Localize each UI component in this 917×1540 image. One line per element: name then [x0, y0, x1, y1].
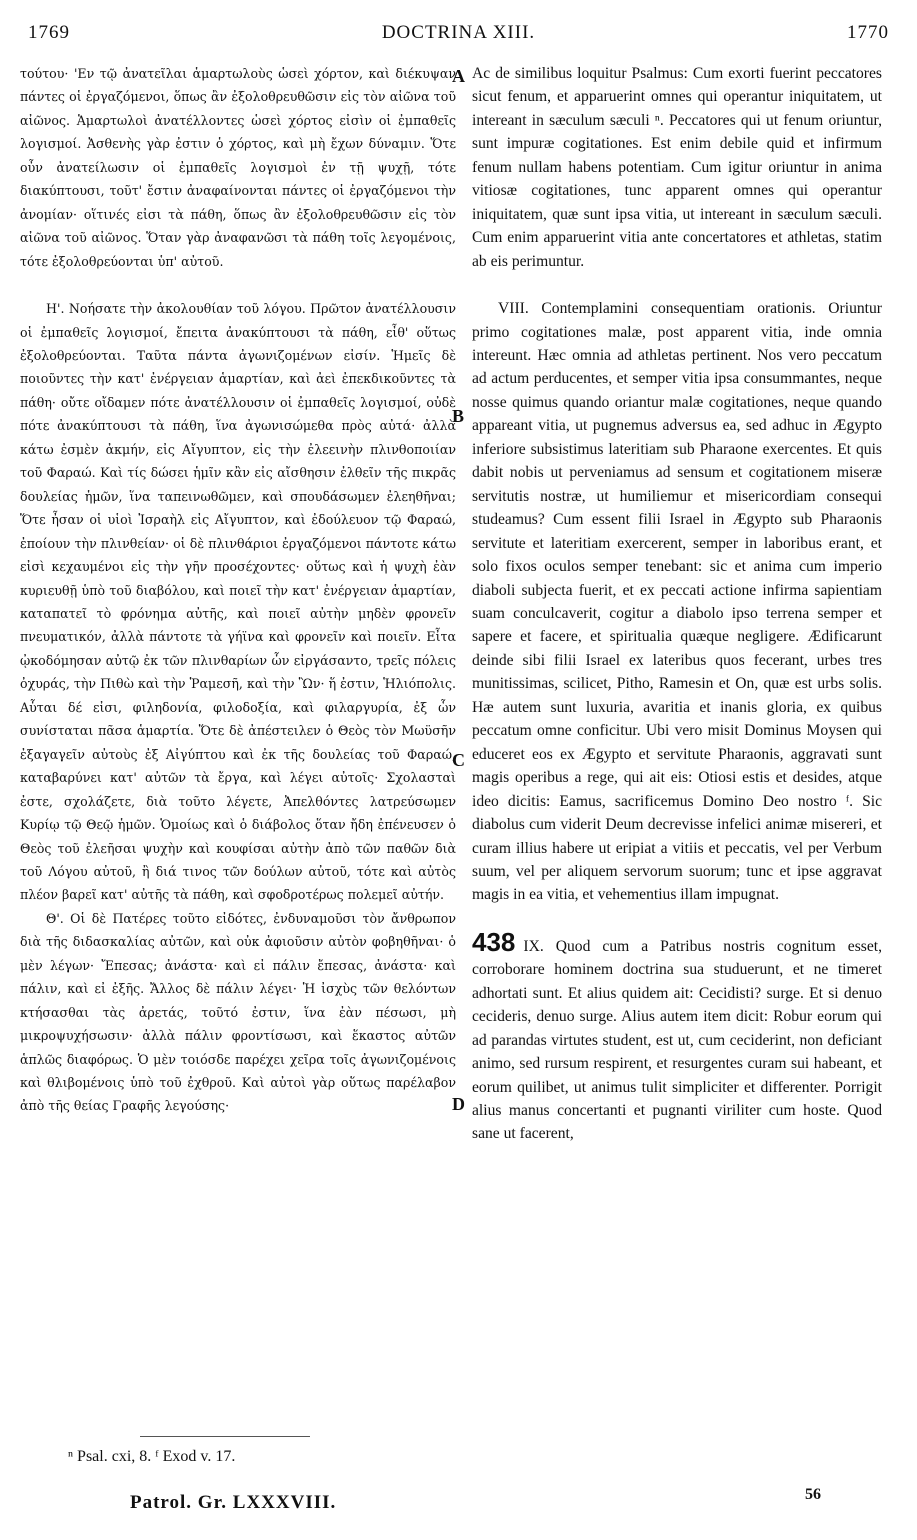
- running-title: DOCTRINA XIII.: [381, 22, 536, 43]
- greek-paragraph-3: Θ'. Οἱ δὲ Πατέρες τοῦτο εἰδότες, ἐνδυναμοῦσι τὸν ἄνθρωπον διὰ τῆς διδασκαλίας αὐτῶν, καὶ οὐκ ἀφιοῦσιν αὐτὸν φοβηθῆναι· ὁ μὲν λέγων· Ἔπεσας; ἀνάστα· καὶ εἰ πάλιν ἔπεσας, ἀνάστα· καὶ πάλιν, καὶ εἰ ἐξῆς. Ἄλλος δὲ πάλιν λέγει· Ἡ ἰσχὺς τῶν θελόντων κτήσασθαι τὰς ἀρετάς, τοῦτό ἐστιν, ἵνα ἐὰν πέσωσι, μὴ μικροψυχήσωσιν· ἀλλὰ πάλιν φροντίσωσι, καὶ ἕκαστος αὐτῶν ἁπλῶς διαφόρως. Ὁ μὲν τοιόσδε παρέχει χεῖρα τοῖς ἀγωνιζομένοις καὶ θλιβομένοις ὑπὸ τοῦ ἐχθροῦ. Καὶ αὐτοὶ γὰρ οὕτως παρέλαβον ἀπὸ τῆς θείας Γραφῆς λεγούσης·: [20, 910, 456, 1114]
- latin-paragraph-1: Ac de similibus loquitur Psalmus: Cum exorti fuerint peccatores sicut fenum, et apparuerint omnes qui operantur iniquitatem, ut intereant in sæculum sæculi ⁿ. Peccatores qui ut fenum oriuntur, sunt impuræ cogitationes. Est enim debile quid et infirmum fenum nullam habens potentiam. Cum igitur oriuntur in anima vitiosæ cogitationes, tunc apparent omnes qui operantur iniquitatem, quæ sunt ipsa vitia, ut intereant in sæculum sæculi. Cum enim apparuerint vitia ante concertatores et athletas, statim ab eis perimuntur.: [472, 65, 882, 270]
- latin-column: [472, 62, 882, 1146]
- volume-signature: Patrol. Gr. LXXXVIII.: [130, 1492, 337, 1513]
- margin-marker-c: C: [452, 750, 465, 770]
- gathering-number: 56: [805, 1486, 821, 1503]
- footnotes: ⁿ Psal. cxi, 8. ᶠ Exod v. 17.: [68, 1448, 236, 1465]
- greek-column: [20, 62, 456, 1118]
- running-header: [28, 22, 889, 52]
- column-number-right: 1770: [847, 22, 889, 43]
- margin-marker-b: B: [452, 406, 465, 426]
- latin-paragraph-3-wrap: [472, 926, 882, 1146]
- greek-paragraph-2: Η'. Νοήσατε τὴν ἀκολουθίαν τοῦ λόγου. Πρῶτον ἀνατέλλουσιν οἱ ἐμπαθεῖς λογισμοί, ἔπειτα ἀνακύπτουσι τὰ πάθη, εἶθ' οὕτως ἐξολοθρεύονται. Ταῦτα πάντα ἀγωνιζομένων εἰσίν. Ἡμεῖς δὲ ποιοῦντες τὴν κατ' ἐνέργειαν ἁμαρτίαν, καὶ ἀεὶ ἐπεκδικοῦντες τὰ πάθη· οὔτε οἴδαμεν πότε ἀνατέλλουσιν οἱ ἐμπαθεῖς λογισμοί, οὐδὲ πότε ἀνακύπτουσι τὰ πάθη, ἵνα ἀγωνισώμεθα πρὸς αὐτά· ἀλλὰ κάτω ἐσμὲν ἀκμήν, εἰς Αἴγυπτον, εἰς τὴν ἐλεεινὴν πλινθοποιίαν τοῦ Φαραώ. Καὶ τίς δώσει ἡμῖν κἂν εἰς αἴσθησιν ἐλθεῖν τῆς πικρᾶς δουλείας ἡμῶν, ἵνα ταπεινωθῶμεν, καὶ σπουδάσωμεν ἐλεηθῆναι; Ὅτε ἦσαν οἱ υἱοὶ Ἰσραὴλ εἰς Αἴγυπτον, καὶ ἐδούλευον τῷ Φαραώ, ἐποίουν τὴν πλινθείαν· οἱ δὲ πλινθάριοι ἐργαζόμενοι πάντοτε κάτω εἰσὶ κεχαυμένοι εἰς τὴν γῆν προσέχοντες· οὕτως καὶ ἡ ψυχὴ ἐὰν κυριευθῇ ὑπὸ τοῦ διαβόλου, καὶ ποιεῖ τὴν κατ' ἐνέργειαν ἁμαρτίαν, καταπατεῖ τὸ φρόνημα αὐτῆς, καὶ ποιεῖ αὐτὴν μηδὲν φρονεῖν πνευματικόν, ἀλλὰ πάντοτε τὰ γήϊνα καὶ φρονεῖν καὶ ποιεῖν. Εἶτα ᾠκοδόμησαν αὐτῷ ἐκ τῶν πλινθαρίων ὧν εἰργάσαντο, τρεῖς πόλεις ὀχυράς, τὴν Πιθὼ καὶ τὴν Ῥαμεσῆ, καὶ τὴν Ὢν· ἥ ἐστιν, Ἡλιόπολις. Αὗται δέ εἰσι, φιληδονία, φιλοδοξία, καὶ φιλαργυρία, ἐξ ὧν συνίσταται πᾶσα ἁμαρτία. Ὅτε δὲ ἀπέστειλεν ὁ Θεὸς τὸν Μωϋσῆν ἐξαγαγεῖν αὐτοὺς ἐξ Αἰγύπτου καὶ ἐκ τῆς δουλείας τοῦ Φαραώ, καταβαρύνει κατ' αὐτῶν τὰ ἔργα, καὶ λέγει αὐτοῖς· Σχολασταὶ ἐστε, σχολάζετε, διὰ τοῦτο λέγετε, Ἀπελθόντες λατρεύσωμεν Κυρίῳ τῷ Θεῷ ἡμῶν. Ὁμοίως καὶ ὁ διάβολος ὅταν ἤδη ἐπένευσεν ὁ Θεὸς τοῦ ἐλεῆσαι ψυχὴν καὶ κουφίσαι αὐτὴν ἀπὸ τῶν παθῶν διὰ τοῦ Λόγου αὐτοῦ, ἢ διά τινος τῶν δούλων αὐτοῦ, τότε καὶ αὐτὸς πλέον βαρεῖ κατ' αὐτῆς τὰ πάθη, καὶ σφοδροτέρως πολεμεῖ αὐτήν.: [20, 301, 456, 903]
- margin-marker-a: A: [452, 66, 465, 86]
- latin-paragraph-2: VIII. Contemplamini consequentiam orationis. Oriuntur primo cogitationes malæ, post apparent vitia, inde omnia intereunt. Hæc omnia ad athletas pertinent. Nos vero peccatum ad actum perducentes, et semper vitia ipsa consummantes, neque nosse quimus quando oriantur malæ cogitationes, neque quando appareant vitia, ut pugnemus adversus ea, sed adhuc in Ægypto inferiore subsistimus lateritiam sub Pharaone exercentes. Et quis dabit nobis ut perveniamus ad sensum et cogitationem miseræ servitutis nostræ, ut humiliemur et misericordiam consequi studeamus? Cum essent filii Israel in Ægypto sub Pharaonis servitute et lateritiam exercerent, semper in laboribus erant, et solo fixos oculos semper tenebant: sic et anima cum imperio diaboli subjecta fuerit, et ex peccati actione infirma sapientiam suam conculcaverit, cogitur a diabolo ipso terrena semper et sapere et facere, et spiritualia quæque negligere. Ædificarunt deinde sibi filii Israel ex lateribus quos fecerant, urbes tres munitissimas, scilicet, Pitho, Ramesin et On, quæ est urbs solis. Hæ autem sunt luxuria, avaritia et inanis gloria, ex quibus peccatum omne conficitur. Ubi vero misit Dominus Moysen qui educeret eos ex Ægypto et servitute Pharaonis, aggravati sunt magis operibus a rege, qui ait eis: Otiosi estis et desides, atque ideo dicitis: Eamus, sacrificemus Domino Deo nostro ᶠ. Sic diabolus cum viderit Deum decrevisse infelici animæ misereri, et curam illius habere ut eripiat a vitiis et peccatis, vel per Verbum suum, vel per aliquem servorum suorum; tunc et ipse aggravat magis in ea vitia, et vehementius illam impugnat.: [472, 300, 882, 904]
- latin-paragraph-3: IX. Quod cum a Patribus nostris cognitum esset, corroborare hominem doctrina sua studuerunt, et ne timeret adhortati sunt. Et alius quidem ait: Cecidisti? surge. Et si denuo cecideris, denuo surge. Alius autem item dicit: Robur eorum qui ad parandas virtutes student, est ut, cum ceciderint, non deficiant animo, sed rursum respirent, et resurgentes curam sui habeant, et eorum quilibet, ut animus tulit simpliciter et differenter. Porrigit alius manus concertanti et pugnanti viriliter cum hoste. Quod sane ut facerent,: [472, 937, 882, 1143]
- margin-marker-d: D: [452, 1094, 465, 1114]
- column-number-left: 1769: [28, 22, 70, 43]
- footnote-rule: [140, 1436, 310, 1437]
- section-number: 438: [472, 926, 516, 957]
- greek-paragraph-1: τούτου· 'Εν τῷ ἀνατεῖλαι ἁμαρτωλοὺς ὡσεὶ χόρτον, καὶ διέκυψαν πάντες οἱ ἐργαζόμενοι, ὅπως ἂν ἐξολοθρευθῶσιν εἰς τὸν αἰῶνα τοῦ αἰῶνος. Ἁμαρτωλοὶ ἀνατέλλοντες ὡσεὶ χόρτος εἰσὶν οἱ ἐμπαθεῖς λογισμοί. Ἀσθενὴς γὰρ ἐστιν ὁ χόρτος, καὶ μὴ ἔχων δύναμιν. Ὅτε οὖν ἀνατείλωσιν οἱ ἐμπαθεῖς λογισμοὶ ἐν τῇ ψυχῇ, τότε διακύπτουσι, τοῦτ' ἔστιν ἀναφαίνονται πάντες οἱ ἐργαζόμενοι τὴν ἀνομίαν· οἵτινές εἰσι τὰ πάθη, ὅπως ἂν ἐξολοθρευθῶσιν εἰς τὸν αἰῶνα τοῦ αἰῶνος. Ὅταν γὰρ ἀναφανῶσι τὰ πάθη τοῖς λεγομένοις, τότε ἐξολοθρεύονται ὑπ' αὐτοῦ.: [20, 66, 456, 269]
